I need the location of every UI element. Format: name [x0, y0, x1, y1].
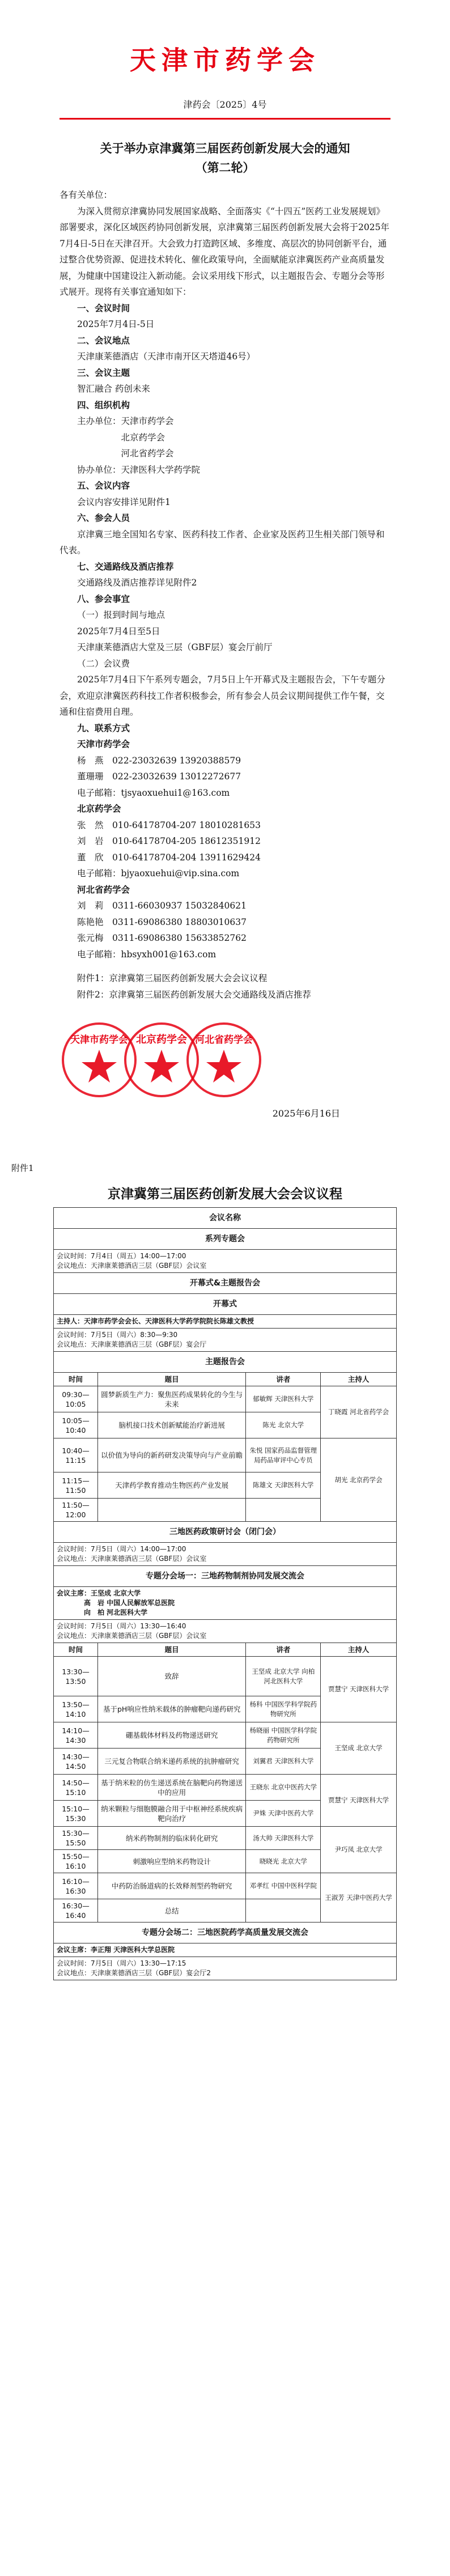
contact-line: 电子邮箱：tjsyaoxuehui1@163.com [77, 787, 230, 798]
opening-time: 会议时间：7月5日（周六）8:30—9:30 [57, 1331, 178, 1339]
agenda-table: 会议名称 系列专题会 会议时间：7月4日（周五）14:00—17:00 会议地点：天津康莱德酒店三层（GBF层）会议室 开幕式&主题报告会 开幕式 主持人：天津市药学会会长、天津医科大学药学院院长陈雄文教授 会议时间：7月5日（周六）8:30—9:30 会议地点：天津康莱德酒店三层（GBF层）宴会厅 主题报告会 时间 题目 讲者 主持人 09:30—10:05 圆梦新质生产力：聚焦医药成果转化的今生与未来 郁敏辉 天津医科大学 丁晓霞 河北省药学会 10:05—10:40 脑机接口技术创新赋能治疗新进展 陈光 北京大学 10:40—11:15 以价值为导向的新药研发决策导向与产业前瞻 朱悦 国家药品监督管理局药品审评中心专员 胡光 北京药学会 11:15—11:50 天津药学教育推动生物医药产业发展 陈雄文 天津医科大学 11:50—12:00 三地医药政策研讨会（闭门会） 会议时间：7月5日（周六）14:00—17:00 会议地点：天津康莱德酒店三层（GBF层）会议室 专题分会场一：三地药物制剂协同发展交流会 会议主席：王坚成 北京大学 高 岩 中国人民解放军总医院 向 柏 河北医科大学 会议时间：7月5日（周六）13:30—16:40 会议地点：天津康莱德酒店三层（GBF层）会议室 时间 题目 讲者 主持人 13:30—13:50 致辞 王坚成 北京大学 向柏 河北医科大学 贾慧宁 天津医科大学 13:50—14:10 基于pH响应性纳米载体的肿瘤靶向递药研究 杨科 中国医学科学院药物研究所 14:10—14:30 硼基载体材料及药物递送研究 杨晓丽 中国医学科学院药物研究所 王坚成 北京大学 14:30—14:50 三元复合物联合纳米递药系统的抗肿瘤研究 刘翼君 天津医科大学 14:50—15:10 基于纳米粒的仿生递送系统在脑靶向药物递送中的应用 王晓东 北京中医药大学 贾慧宁 天津医科大学 15:10—15:30 纳米颗粒与细胞膜融合用于中枢神经系统疾病靶向治疗 尹姝 天津中医药大学 15:30—15:50 纳米药物制剂的临床转化研究 汤大帅 天津医科大学 尹巧凤 北京大学 15:50—16:10 刺激响应型纳米药物设计 晓晓光 北京大学 16:10—16:30 中药防治肠道病的长效释剂型药物研究 邓孝红 中国中医科学院 王淑芳 天津中医药大学 16:30—16:40 总结 专题分会场二：三地医院药学高质量发展交流会 会议主席：李正翔 天津医科大学总医院 会议时间：7月5日（周六）13:30—17:15 会议地点：天津康莱德酒店三层（GBF层）宴会厅2 [53, 1207, 397, 1980]
col-time: 时间 [54, 1373, 98, 1386]
stamp-seal-3 [184, 1020, 264, 1100]
session-host: 丁晓霞 河北省药学会 [321, 1386, 397, 1438]
section-heading: 四、组织机构 [77, 400, 130, 410]
agenda-header: 会议名称 [54, 1208, 397, 1229]
col-speaker: 讲者 [246, 1373, 321, 1386]
subsection-heading: （二）会议费 [77, 658, 130, 669]
forum1-title: 专题分会场一：三地药物制剂协同发展交流会 [54, 1566, 397, 1587]
host-org: 天津市药学会 [121, 416, 174, 426]
section-content: 京津冀三地全国知名专家、医药科技工作者、企业家及医药卫生相关部门领导和代表。 [60, 529, 385, 555]
section-content: 2025年7月4日-5日 [77, 319, 155, 329]
section-heading: 二、会议地点 [77, 335, 130, 346]
stamps [60, 1020, 390, 1105]
svg-text:天津市药学会: 天津市药学会 [70, 1034, 128, 1046]
appendix-label: 附件1 [11, 1163, 34, 1173]
opening-subtitle: 开幕式 [54, 1294, 397, 1315]
contact-group-title: 河北省药学会 [77, 884, 130, 895]
svg-text:北京药学会: 北京药学会 [136, 1034, 187, 1046]
section-content: 会议内容安排详见附件1 [77, 496, 171, 507]
table-row: 11:15—11:50 天津药学教育推动生物医药产业发展 陈雄文 天津医科大学 [54, 1472, 397, 1499]
notice-page [0, 0, 450, 1151]
section-content: 2025年7月4日至5日 [77, 626, 160, 636]
table-row: 10:40—11:15 以价值为导向的新药研发决策导向与产业前瞻 朱悦 国家药品监督管理局药品审评中心专员 胡光 北京药学会 [54, 1438, 397, 1472]
forum2-chair: 会议主席：李正翔 天津医科大学总医院 [54, 1943, 397, 1957]
host-org: 河北省药学会 [121, 448, 174, 459]
table-row: 16:10—16:30 中药防治肠道病的长效释剂型药物研究 邓孝红 中国中医科学院 王淑芳 天津中医药大学 [54, 1873, 397, 1899]
contact-line: 张 然 010-64178704-207 18010281653 [77, 820, 261, 830]
notice-title-line2: （第二轮） [195, 161, 255, 175]
closed-time: 会议时间：7月5日（周六）14:00—17:00 [57, 1545, 186, 1553]
contact-group-title: 北京药学会 [77, 804, 121, 814]
forum2-title: 专题分会场二：三地医院药学高质量发展交流会 [54, 1923, 397, 1943]
contact-line: 电子邮箱：bjyaoxuehui@vip.sina.com [77, 868, 240, 879]
attachment-line: 附件2：京津冀第三届医药创新发展大会交通路线及酒店推荐 [77, 989, 311, 1000]
co-org: 天津医科大学药学院 [121, 464, 201, 475]
series-title: 系列专题会 [54, 1229, 397, 1250]
table-row: 15:10—15:30 纳米颗粒与细胞膜融合用于中枢神经系统疾病靶向治疗 尹姝 天津中医药大学 [54, 1801, 397, 1827]
notice-body [60, 187, 390, 1003]
opening-host: 主持人：天津市药学会会长、天津医科大学药学院院长陈雄文教授 [54, 1315, 397, 1329]
table-row: 14:30—14:50 三元复合物联合纳米递药系统的抗肿瘤研究 刘翼君 天津医科大学 [54, 1749, 397, 1775]
section-heading: 六、参会人员 [77, 513, 130, 523]
notice-title-line1: 关于举办京津冀第三届医药创新发展大会的通知 [100, 142, 350, 155]
salutation: 各有关单位： [60, 190, 113, 200]
contact-line: 刘 莉 0311-66030937 15032840621 [77, 901, 247, 911]
forum1-chair: 会议主席：王坚成 北京大学 [57, 1589, 141, 1597]
session-host: 贾慧宁 天津医科大学 [321, 1657, 397, 1722]
table-row: 15:50—16:10 刺激响应型纳米药物设计 晓晓光 北京大学 [54, 1850, 397, 1873]
section-heading: 三、会议主题 [77, 367, 130, 378]
contact-group-title: 天津市药学会 [77, 739, 130, 749]
appendix-page [0, 1151, 450, 2576]
series-time: 会议时间：7月4日（周五）14:00—17:00 [57, 1252, 186, 1260]
notice-title [0, 139, 450, 177]
forum1-place: 会议地点：天津康莱德酒店三层（GBF层）会议室 [57, 1632, 207, 1640]
contact-line: 杨 燕 022-23032639 13920388579 [77, 755, 241, 766]
table-row: 14:50—15:10 基于纳米粒的仿生递送系统在脑靶向药物递送中的应用 王晓东 北京中医药大学 贾慧宁 天津医科大学 [54, 1775, 397, 1801]
forum2-time: 会议时间：7月5日（周六）13:30—17:15 [57, 1959, 186, 1967]
section-heading: 七、交通路线及酒店推荐 [77, 561, 174, 572]
table-row: 11:50—12:00 [54, 1499, 397, 1522]
table-row: 14:10—14:30 硼基载体材料及药物递送研究 杨晓丽 中国医学科学院药物研究所 王坚成 北京大学 [54, 1722, 397, 1749]
table-row: 15:30—15:50 纳米药物制剂的临床转化研究 汤大帅 天津医科大学 尹巧凤 北京大学 [54, 1827, 397, 1850]
closed-meeting-title: 三地医药政策研讨会（闭门会） [54, 1522, 397, 1543]
contact-line: 董珊珊 022-23032639 13012272677 [77, 771, 241, 782]
red-divider [60, 118, 390, 120]
session-host: 贾慧宁 天津医科大学 [321, 1775, 397, 1827]
contact-line: 电子邮箱：hbsyxh001@163.com [77, 949, 216, 960]
section-heading: 九、联系方式 [77, 723, 130, 733]
section-heading: 五、会议内容 [77, 481, 130, 491]
forum1-cochair: 高 岩 中国人民解放军总医院 [84, 1599, 175, 1607]
schedule-title: 京津冀第三届医药创新发展大会会议议程 [108, 1187, 342, 1202]
section-content: 交通路线及酒店推荐详见附件2 [77, 578, 197, 588]
table-row: 16:30—16:40 总结 [54, 1899, 397, 1923]
org-header-title: 天津市药学会 [130, 45, 320, 75]
intro-paragraph: 为深入贯彻京津冀协同发展国家战略、全面落实《“十四五”医药工业发展规划》部署要求，深化区域医药协同创新发展，京津冀第三届医药创新发展大会将于2025年7月4日-5日在天津召开。大会致力打造跨区域、多维度、高层次的协同创新平台，通过整合优势资源、促进技术转化、催化政策导向，全面赋能京津冀医药产业高质量发展，为健康中国建设注入新动能。会议采用线下形式，以主题报告会、专题分会等形式展开。现将有关事宜通知如下： [60, 206, 389, 297]
closed-place: 会议地点：天津康莱德酒店三层（GBF层）会议室 [57, 1555, 207, 1563]
col-host: 主持人 [321, 1373, 397, 1386]
session-host: 王坚成 北京大学 [321, 1722, 397, 1775]
co-label: 协办单位： [77, 464, 121, 475]
contact-line: 刘 岩 010-64178704-205 18612351912 [77, 836, 261, 846]
svg-text:河北省药学会: 河北省药学会 [195, 1034, 253, 1046]
col-topic: 题目 [97, 1373, 246, 1386]
table-row: 09:30—10:05 圆梦新质生产力：聚焦医药成果转化的今生与未来 郁敏辉 天津医科大学 丁晓霞 河北省药学会 [54, 1386, 397, 1412]
session-host: 王淑芳 天津中医药大学 [321, 1873, 397, 1923]
opening-place: 会议地点：天津康莱德酒店三层（GBF层）宴会厅 [57, 1340, 207, 1348]
section-content: 2025年7月4日下午系列专题会，7月5日上午开幕式及主题报告会，下午专题分会，欢迎京津冀医药科技工作者积极参会，所有参会人员会议期间提供工作午餐，交通和住宿费用自理。 [60, 674, 385, 717]
series-place: 会议地点：天津康莱德酒店三层（GBF层）会议室 [57, 1262, 207, 1270]
session-host: 尹巧凤 北京大学 [321, 1827, 397, 1873]
forum2-place: 会议地点：天津康莱德酒店三层（GBF层）宴会厅2 [57, 1969, 211, 1977]
section-content: 天津康莱德酒店（天津市南开区天塔道46号） [77, 351, 256, 362]
host-label: 主办单位： [77, 416, 121, 426]
opening-title: 开幕式&主题报告会 [54, 1273, 397, 1294]
contact-line: 董 欣 010-64178704-204 13911629424 [77, 852, 261, 863]
contact-line: 陈艳艳 0311-69086380 18803010637 [77, 916, 247, 927]
section-content: 天津康莱德酒店大堂及三层（GBF层）宴会厅前厅 [77, 642, 273, 652]
forum1-cochair: 向 柏 河北医科大学 [84, 1609, 148, 1616]
forum1-time: 会议时间：7月5日（周六）13:30—16:40 [57, 1622, 186, 1630]
session-host: 胡光 北京药学会 [321, 1438, 397, 1522]
host-org: 北京药学会 [121, 432, 165, 443]
contact-line: 张元梅 0311-69086380 15633852762 [77, 933, 247, 943]
attachment-line: 附件1：京津冀第三届医药创新发展大会会议议程 [77, 973, 268, 983]
table-row: 13:50—14:10 基于pH响应性纳米载体的肿瘤靶向递药研究 杨科 中国医学科学院药物研究所 [54, 1696, 397, 1722]
subsection-heading: （一）报到时间与地点 [77, 610, 165, 620]
section-content: 智汇融合 药创未来 [77, 384, 150, 394]
section-heading: 一、会议时间 [77, 303, 130, 313]
document-number: 津药会〔2025〕4号 [183, 99, 267, 110]
keynote-title: 主题报告会 [54, 1352, 397, 1373]
issue-date: 2025年6月16日 [272, 1108, 340, 1119]
table-row: 13:30—13:50 致辞 王坚成 北京大学 向柏 河北医科大学 贾慧宁 天津医科大学 [54, 1657, 397, 1696]
section-heading: 八、参会事宜 [77, 593, 130, 604]
table-row: 10:05—10:40 脑机接口技术创新赋能治疗新进展 陈光 北京大学 [54, 1412, 397, 1438]
